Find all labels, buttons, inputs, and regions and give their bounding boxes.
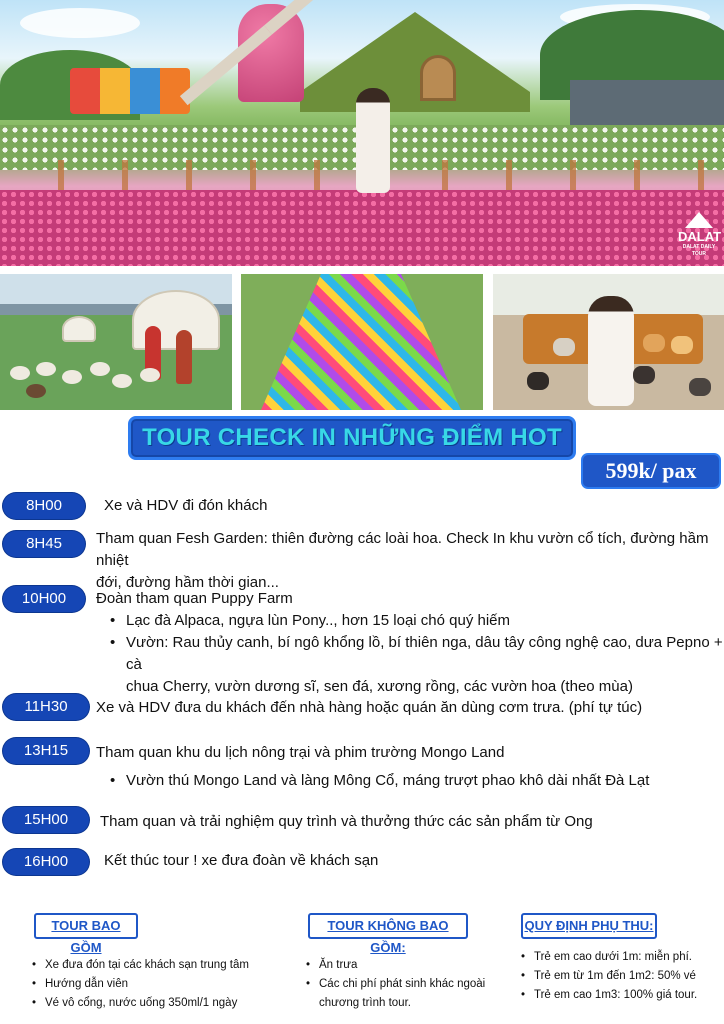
list-item: • Xe đưa đón tại các khách sạn trung tâm [30,956,280,975]
price-badge [581,453,721,489]
list-item: • Trẻ em từ 1m đến 1m2: 50% vé [519,967,724,986]
bullet-alpaca: • Lạc đà Alpaca, ngựa lùn Pony.., hơn 15 loại chó quý hiếm [108,610,724,632]
schedule-entry-8h45: Tham quan Fesh Garden: thiên đường các loài hoa. Check In khu vườn cổ tích, đường hầm nhiệt đới, đường hầm thời gian... [96,530,709,591]
hero-photo-flower-garden [0,0,724,266]
schedule-entry-10h00: Đoàn tham quan Puppy Farm • Lạc đà Alpaca, ngựa lùn Pony.., hơn 15 loại chó quý hiếm • Vườn: Rau thủy canh, bí ngô khổng lồ, bí thiên nga, dâu tây công nghệ cao, dưa Pepno + cà chua Cherry, vườn dương sĩ, sen đá, xương rồng, các vườn hoa (theo mùa) [96,588,724,698]
bullet-garden: • Vườn: Rau thủy canh, bí ngô khổng lồ, bí thiên nga, dâu tây công nghệ cao, dưa Pepno + cà chua Cherry, vườn dương sĩ, sen đá, xương rồng, các vườn hoa (theo mùa) [108,632,724,698]
list-item: • Vé vô cổng, nước uống 350ml/1 ngày [30,994,280,1013]
time-badge-16h00: 16H00 [3,849,89,875]
schedule-entry-15h00: Tham quan và trải nghiệm quy trình và thưởng thức các sản phẩm từ Ong [100,813,593,830]
list-item: • Các chi phí phát sinh khác ngoài [304,975,514,994]
included-list [30,956,280,1013]
list-item: • Hướng dẫn viên [30,975,280,994]
schedule-entry-13h15: Tham quan khu du lịch nông trại và phim trường Mongo Land • Vườn thú Mongo Land và làng Mông Cổ, máng trượt phao khô dài nhất Đà Lạt [96,742,649,792]
tour-title: TOUR CHECK IN NHỮNG ĐIỂM HOT [142,424,562,451]
list-item: chương trình tour. [319,997,411,1009]
included-heading: TOUR BAO GỒM [34,913,138,939]
surcharge-list [519,948,724,1005]
price-text: 599k/ pax [605,458,697,483]
time-badge-11h30: 11H30 [3,694,89,720]
excluded-heading: TOUR KHÔNG BAO GỒM: [308,913,468,939]
schedule-entry-8h00: Xe và HDV đi đón khách [104,497,268,514]
list-item: • Trẻ em cao dưới 1m: miễn phí. [519,948,724,967]
dalat-logo: DALAT DALAT DAILY TOUR [678,212,720,260]
bullet-mongo-land: • Vườn thú Mongo Land và làng Mông Cổ, máng trượt phao khô dài nhất Đà Lạt [108,770,649,792]
tour-title-banner [128,416,576,460]
time-badge-13h15: 13H15 [3,738,89,764]
surcharge-heading: QUY ĐỊNH PHỤ THU: [521,913,657,939]
schedule-entry-16h00: Kết thúc tour ! xe đưa đoàn về khách sạn [104,852,379,869]
schedule-entry-11h30: Xe và HDV đưa du khách đến nhà hàng hoặc quán ăn dùng cơm trưa. (phí tự túc) [96,699,643,716]
time-badge-15h00: 15H00 [3,807,89,833]
list-item: • Ăn trưa [304,956,514,975]
time-badge-8h00: 8H00 [3,493,85,519]
time-badge-10h00: 10H00 [3,586,85,612]
photo-mongo-land-sheep [0,274,232,410]
time-badge-8h45: 8H45 [3,531,85,557]
photo-rainbow-slide [241,274,483,410]
list-item: • Trẻ em cao 1m3: 100% giá tour. [519,986,724,1005]
excluded-list [304,956,514,1013]
photo-puppy-farm [493,274,724,410]
